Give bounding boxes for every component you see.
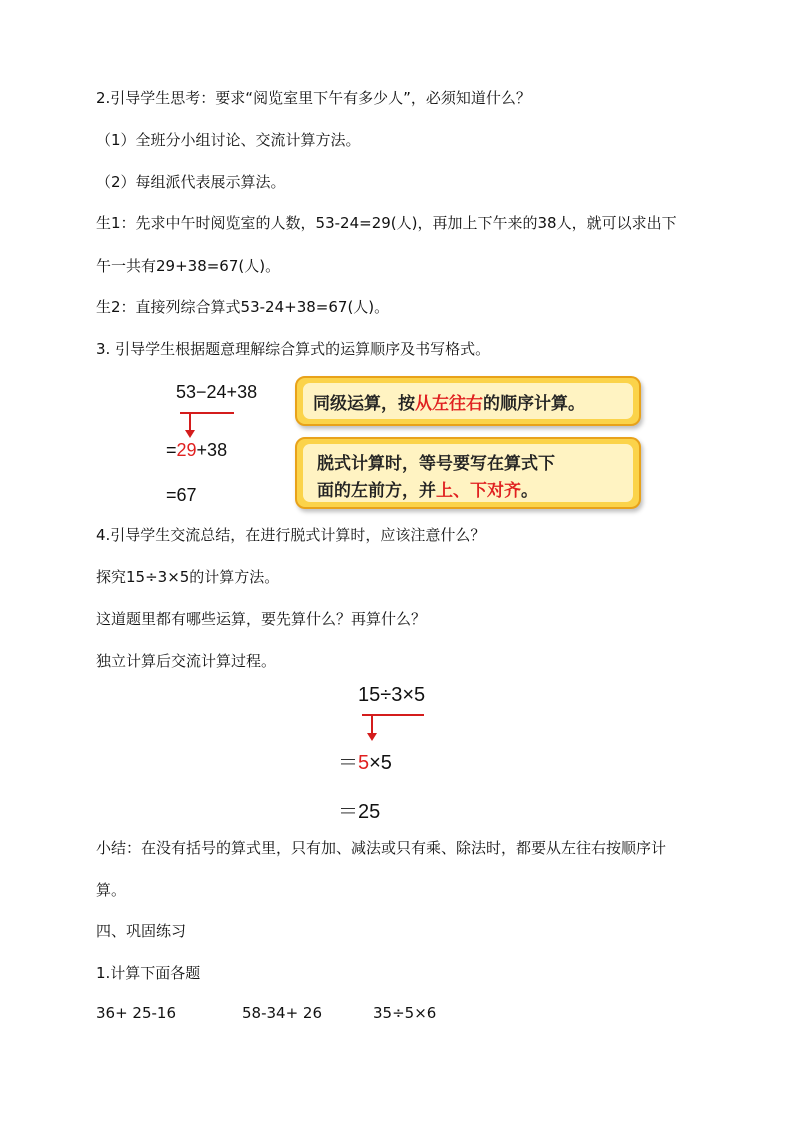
bubble2-line1: 脱式计算时，等号要写在算式下 (317, 454, 555, 474)
bubble2-highlight: 上、下对齐 (436, 481, 521, 501)
line-12: 小结：在没有括号的算式里，只有加、减法或只有乘、除法时，都要从左往右按顺序计 (96, 839, 667, 857)
example2-step (338, 746, 392, 775)
tip-bubble-2 (295, 437, 641, 509)
example2-step-highlight: 5 (358, 752, 370, 774)
section-heading: 四、巩固练习 (96, 922, 187, 940)
example1-step-prefix: = (166, 440, 177, 460)
exercise-3: 35÷5×6 (373, 1004, 437, 1022)
example1-step-rest: +38 (196, 440, 228, 460)
example1-step-highlight: 29 (176, 440, 197, 460)
example2-result: ＝25 (338, 801, 381, 823)
example2-step-prefix: ＝ (338, 752, 358, 774)
example2-expression: 15÷3×5 (358, 684, 426, 706)
example1-arrow-head (185, 430, 195, 438)
bubble1-text-before: 同级运算，按 (313, 394, 415, 414)
exercise-2: 58-34+ 26 (242, 1004, 323, 1022)
line-15: 1.计算下面各题 (96, 964, 201, 982)
bubble2-line2-before: 面的左前方，并 (317, 481, 436, 501)
example2-step-rest: ×5 (369, 752, 392, 774)
line-6: 生2：直接列综合算式53-24+38=67(人)。 (96, 298, 390, 316)
line-11: 独立计算后交流计算过程。 (96, 652, 277, 670)
line-5: 午一共有29+38=67(人)。 (96, 257, 281, 275)
exercise-1: 36+ 25-16 (96, 1004, 177, 1022)
line-2: （1）全班分小组讨论、交流计算方法。 (96, 131, 361, 149)
line-8: 4.引导学生交流总结，在进行脱式计算时，应该注意什么？ (96, 526, 486, 544)
tip-bubble-1 (295, 376, 641, 426)
example1-expression: 53−24+38 (176, 382, 258, 402)
bubble1-text-after: 的顺序计算。 (483, 394, 585, 414)
example1-arrow-stem (189, 412, 191, 432)
line-10: 这道题里都有哪些运算，要先算什么？再算什么？ (96, 610, 427, 628)
line-13: 算。 (96, 881, 127, 899)
example1-result: =67 (166, 485, 197, 505)
line-7: 3. 引导学生根据题意理解综合算式的运算顺序及书写格式。 (96, 340, 491, 358)
example1-step (166, 440, 227, 461)
line-4: 生1：先求中午时阅览室的人数，53-24=29(人)，再加上下午来的38人，就可以求出下 (96, 214, 677, 232)
line-9: 探究15÷3×5的计算方法。 (96, 568, 280, 586)
bubble2-line2-after: 。 (521, 481, 538, 501)
line-3: （2）每组派代表展示算法。 (96, 173, 286, 191)
example2-arrow-stem (371, 714, 373, 735)
line-1: 2.引导学生思考：要求“阅览室里下午有多少人”，必须知道什么？ (96, 89, 531, 107)
bubble1-highlight: 从左往右 (415, 394, 483, 414)
example2-arrow-head (367, 733, 377, 741)
